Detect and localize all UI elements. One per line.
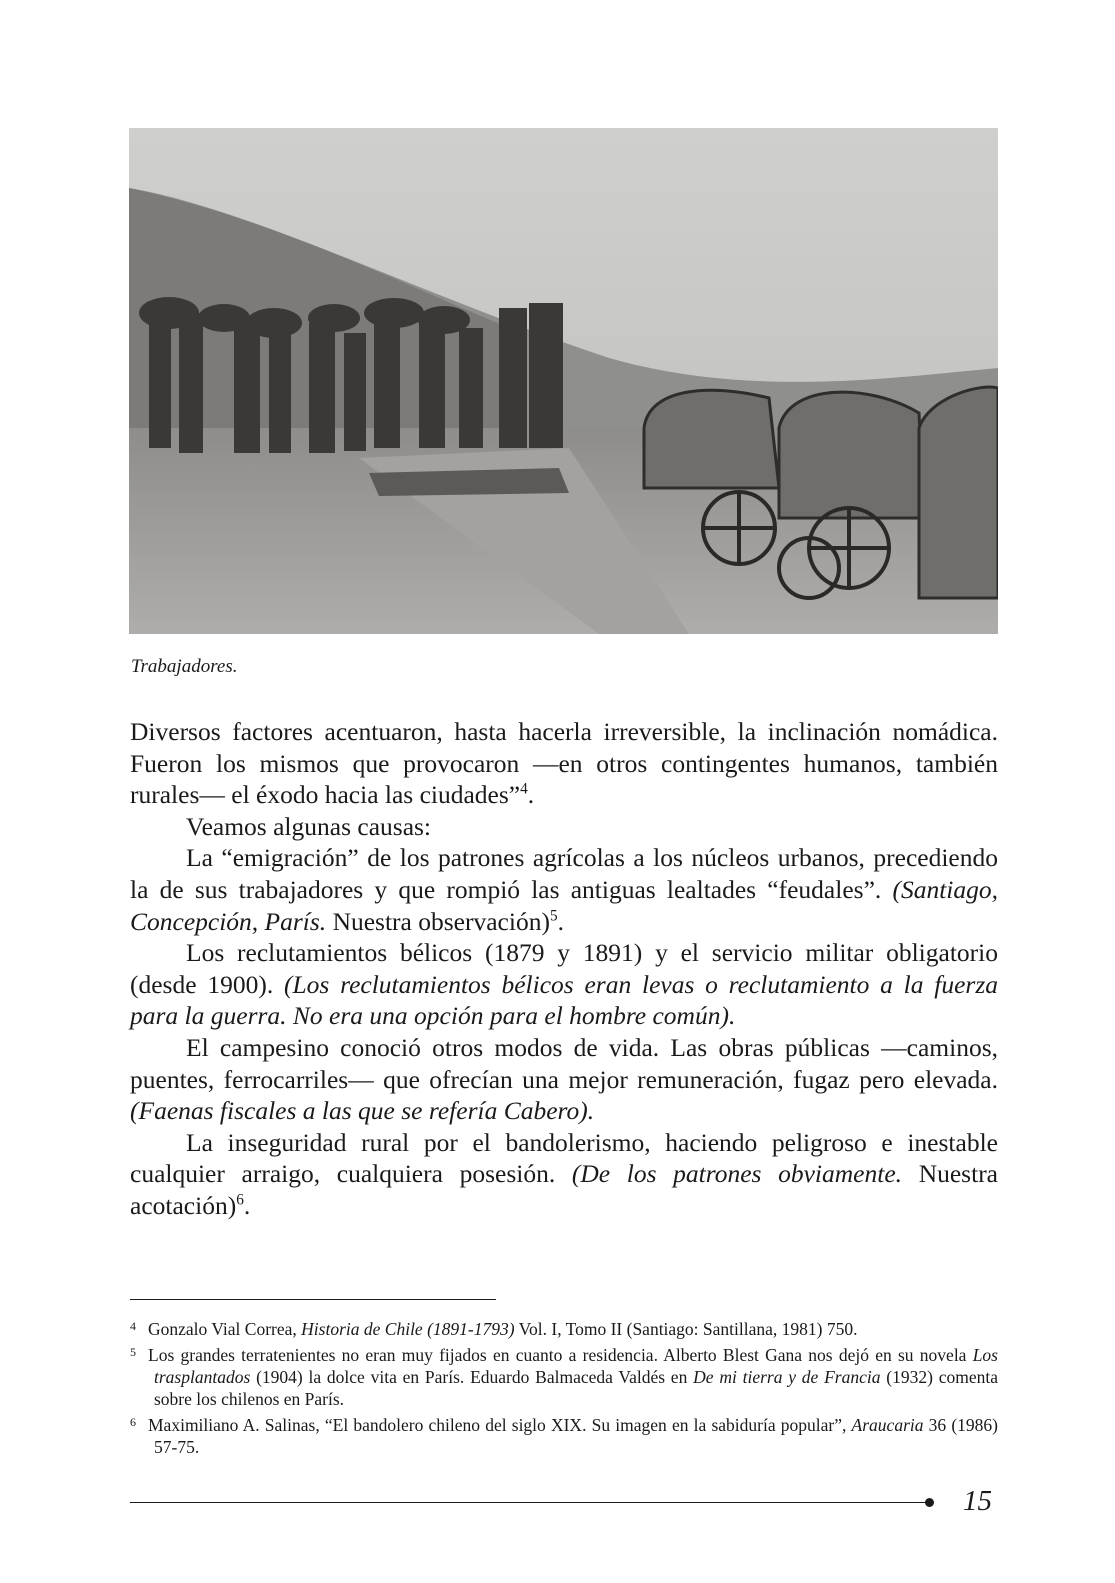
footnote-4: 4 Gonzalo Vial Correa, Historia de Chile (1891-1793) Vol. I, Tomo II (Santiago: Santillana, 1981) 750. [130,1319,858,1339]
footnotes [130,1315,998,1459]
footer-dot [925,1498,934,1507]
paragraph-6: La inseguridad rural por el bandolerismo, haciendo peligroso e inestable cualquier arraigo, cualquiera posesión. (De los patrones obviamente. Nuestra acotación)$^6$. [130,1127,999,1220]
footnote-ref-5: 5 [549,907,558,925]
footer-rule [130,1502,928,1503]
paragraph-5: El campesino conoció otros modos de vida. Las obras públicas —caminos, puentes, ferrocarriles— que ofrecían una mejor remuneración, fugaz pero elevada. (Faenas fiscales a las que se refería Cabero). [130,1032,998,1126]
footnote-ref-4: 4 [520,780,528,798]
photo-illustration [129,128,998,634]
footnote-6: 6 Maximiliano A. Salinas, “El bandolero chileno del siglo XIX. Su imagen en la sabiduría popular”, Araucaria 36 (1986) 57-75. [130,1415,998,1457]
paragraph-3: La “emigración” de los patrones agrícolas a los núcleos urbanos, precediendo la de sus trabajadores y que rompió las antiguas lealtades “feudales”. (Santiago, Concepción, París. Nuestra observación)$^5$. [130,843,998,936]
footnote-ref-6: 6 [236,1191,244,1209]
footnote-separator [130,1299,496,1300]
paragraph-1: Diversos factores acentuaron, hasta hacerla irreversible, la inclinación nomádica. Fueron los mismos que provocaron —en otros contingentes humanos, también rurales— el éxodo hacia las ciudades”$^4$. [130,717,998,810]
workers-photograph [129,128,998,634]
paragraph-2: Veamos algunas causas: [186,811,432,841]
paragraph-4: Los reclutamientos bélicos (1879 y 1891) y el servicio militar obligatorio (desde 1900). (Los reclutamientos bélicos eran levas o reclutamiento a la fuerza para la guerra. No era una opción para el hombre común). [130,938,999,1031]
body-text [130,716,998,1222]
page-number: 15 [963,1485,992,1517]
footnote-5: 5 Los grandes terratenientes no eran muy fijados en cuanto a residencia. Alberto Blest Gana nos dejó en su novela Los trasplantados (1904) la dolce vita en París. Eduardo Balmaceda Valdés en De mi tierra y de Francia (1932) comenta sobre los chilenos en París. [130,1345,998,1409]
figure-caption: Trabajadores. [131,656,238,677]
